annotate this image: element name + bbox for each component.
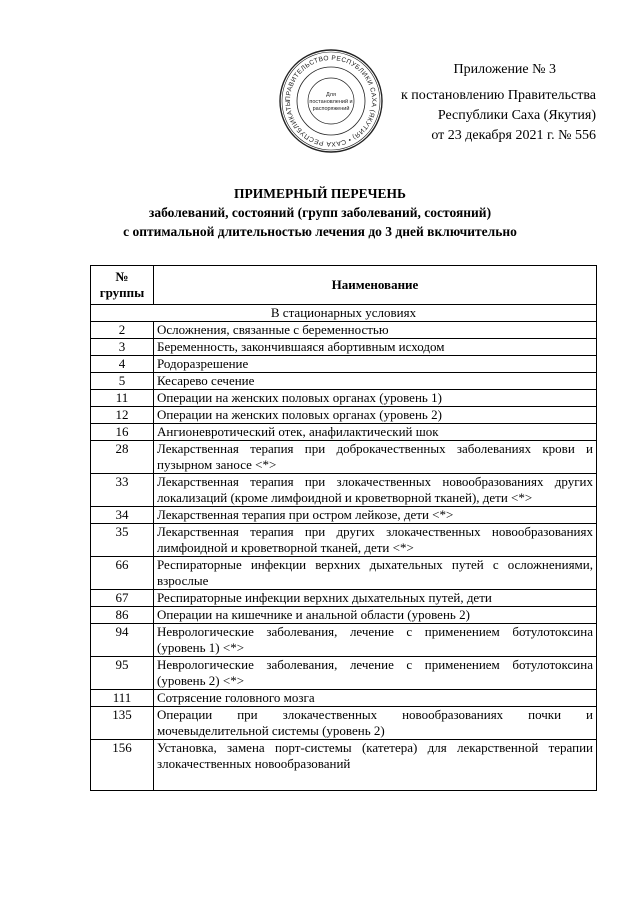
group-number-cell: 111 (91, 690, 154, 707)
table-row (91, 524, 597, 557)
group-number-cell: 94 (91, 624, 154, 657)
group-number-cell: 135 (91, 707, 154, 740)
table-row (91, 590, 597, 607)
table-row (91, 407, 597, 424)
group-number-cell: 11 (91, 390, 154, 407)
group-name-cell: Кесарево сечение (154, 373, 597, 390)
table-row (91, 474, 597, 507)
group-name-cell: Респираторные инфекции верхних дыхательных путей, дети (154, 590, 597, 607)
group-number-cell: 67 (91, 590, 154, 607)
group-name-cell: Осложнения, связанные с беременностью (154, 322, 597, 339)
group-number-cell: 16 (91, 424, 154, 441)
group-name-cell: Установка, замена порт-системы (катетера) для лекарственной терапии злокачественных новообразований (154, 740, 597, 791)
section-label: В стационарных условиях (91, 305, 597, 322)
group-number-cell: 156 (91, 740, 154, 791)
table-row (91, 322, 597, 339)
section-row (91, 305, 597, 322)
group-number-cell: 28 (91, 441, 154, 474)
group-number-cell: 66 (91, 557, 154, 590)
group-name-cell: Операции на кишечнике и анальной области (уровень 2) (154, 607, 597, 624)
table-row (91, 740, 597, 791)
table-row (91, 441, 597, 474)
group-name-cell: Неврологические заболевания, лечение с применением ботулотоксина (уровень 1) <*> (154, 624, 597, 657)
group-name-cell: Беременность, закончившаяся абортивным исходом (154, 339, 597, 356)
appendix-number: Приложение № 3 (453, 62, 556, 77)
group-number-cell: 33 (91, 474, 154, 507)
group-name-cell: Операции на женских половых органах (уровень 1) (154, 390, 597, 407)
group-name-cell: Лекарственная терапия при доброкачественных заболеваниях крови и пузырном заносе <*> (154, 441, 597, 474)
header-name: Наименование (154, 266, 597, 305)
seal-center-line-2: постановлений и (309, 99, 353, 105)
groups-table (90, 265, 597, 791)
table-row (91, 424, 597, 441)
appendix-republic: Республики Саха (Якутия) (437, 108, 596, 123)
group-name-cell: Операции при злокачественных новообразованиях почки и мочевыделительной системы (уровень 2) (154, 707, 597, 740)
group-number-cell: 34 (91, 507, 154, 524)
group-number-cell: 86 (91, 607, 154, 624)
table-row (91, 657, 597, 690)
group-number-cell: 3 (91, 339, 154, 356)
group-name-cell: Лекарственная терапия при злокачественных новообразованиях других локализаций (кроме лимфоидной и кроветворной тканей), дети <*> (154, 474, 597, 507)
table-row (91, 356, 597, 373)
group-number-cell: 95 (91, 657, 154, 690)
title-line-2: заболеваний, состояний (групп заболеваний, состояний) (148, 205, 492, 220)
header-group-number: № группы (91, 266, 154, 305)
table-row (91, 607, 597, 624)
group-number-cell: 4 (91, 356, 154, 373)
group-name-cell: Неврологические заболевания, лечение с применением ботулотоксина (уровень 2) <*> (154, 657, 597, 690)
table-row (91, 624, 597, 657)
document-title (60, 184, 580, 241)
seal-ring-text: ПРАВИТЕЛЬСТВО РЕСПУБЛИКИ САХА (ЯКУТИЯ) • САХА РЕСПУБЛИКАТЫ (284, 54, 378, 148)
group-name-cell: Ангионевротический отек, анафилактический шок (154, 424, 597, 441)
group-number-cell: 2 (91, 322, 154, 339)
appendix-date: от 23 декабря 2021 г. № 556 (431, 128, 596, 143)
table-row (91, 373, 597, 390)
appendix-resolution: к постановлению Правительства (400, 88, 596, 103)
table-row (91, 390, 597, 407)
group-name-cell: Лекарственная терапия при других злокачественных новообразованиях лимфоидной и кроветворной тканей, дети <*> (154, 524, 597, 557)
group-name-cell: Лекарственная терапия при остром лейкозе, дети <*> (154, 507, 597, 524)
table-header-row (91, 266, 597, 305)
group-name-cell: Родоразрешение (154, 356, 597, 373)
table-row (91, 339, 597, 356)
title-line-3: с оптимальной длительностью лечения до 3 дней включительно (123, 224, 517, 239)
group-name-cell: Респираторные инфекции верхних дыхательных путей с осложнениями, взрослые (154, 557, 597, 590)
group-name-cell: Операции на женских половых органах (уровень 2) (154, 407, 597, 424)
seal-center-line-3: распоряжений (312, 106, 350, 112)
appendix-block (336, 60, 596, 146)
table-row (91, 557, 597, 590)
seal-center-line-1: Для (326, 92, 336, 98)
title-line-1: ПРИМЕРНЫЙ ПЕРЕЧЕНЬ (234, 186, 406, 201)
table-row (91, 507, 597, 524)
group-number-cell: 5 (91, 373, 154, 390)
table-row (91, 690, 597, 707)
table-row (91, 707, 597, 740)
group-number-cell: 12 (91, 407, 154, 424)
group-number-cell: 35 (91, 524, 154, 557)
group-name-cell: Сотрясение головного мозга (154, 690, 597, 707)
